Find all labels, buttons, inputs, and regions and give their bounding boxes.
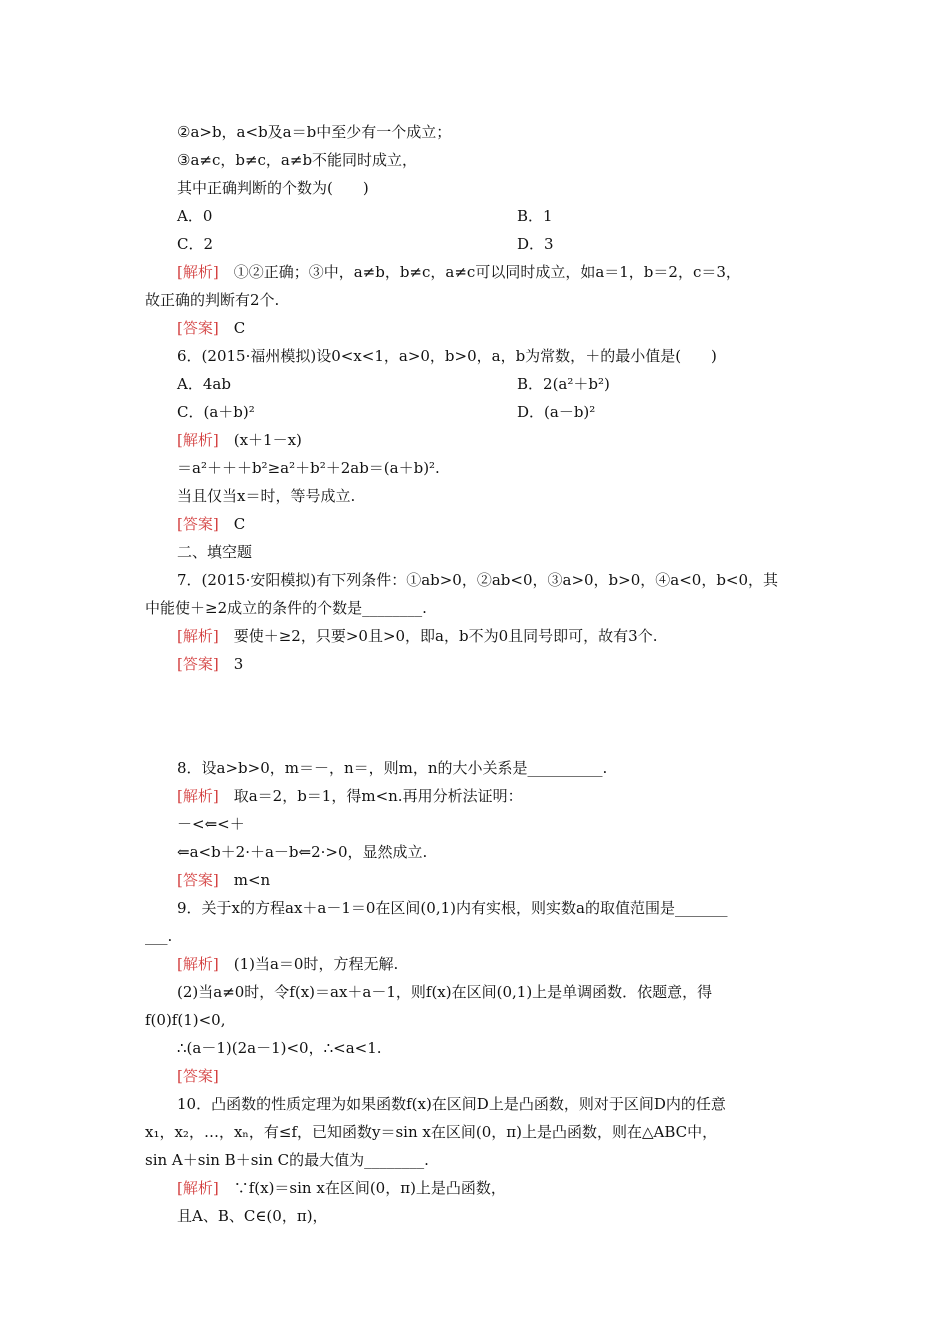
- text-line: [177, 954, 398, 974]
- text-line: [177, 1178, 506, 1198]
- text-line: [177, 486, 355, 506]
- text-line: [177, 346, 717, 366]
- section-tag: [答案]: [177, 319, 219, 337]
- line-text: B．1: [517, 207, 553, 225]
- text-line: [177, 758, 607, 778]
- section-tag: [答案]: [177, 871, 219, 889]
- line-text: ∴(a－1)(2a－1)<0，∴<a<1.: [177, 1039, 382, 1057]
- section-tag: [解析]: [177, 787, 219, 805]
- line-text: (1)当a＝0时，方程无解.: [218, 955, 399, 973]
- line-text: ②a>b，a<b及a＝b中至少有一个成立；: [177, 123, 452, 141]
- text-line: [177, 982, 712, 1002]
- text-line: [177, 898, 727, 918]
- text-line: [177, 402, 255, 422]
- text-line: [177, 514, 245, 534]
- line-text: 中能使＋≥2成立的条件的个数是________.: [145, 599, 427, 617]
- line-text: C．(a＋b)²: [177, 403, 255, 421]
- text-line: [517, 374, 610, 394]
- line-text: －<⇐<＋: [177, 815, 245, 833]
- line-text: C: [218, 319, 246, 337]
- text-line: [177, 458, 440, 478]
- text-line: [177, 234, 213, 254]
- text-line: [177, 150, 417, 170]
- text-line: [145, 1122, 717, 1142]
- text-line: [177, 842, 427, 862]
- text-line: [177, 206, 212, 226]
- line-text: sin A＋sin B＋sin C的最大值为________.: [145, 1151, 429, 1169]
- text-line: [177, 870, 270, 890]
- line-text: (2)当a≠0时，令f(x)＝ax＋a－1，则f(x)在区间(0,1)上是单调函数．依题意，得: [177, 983, 713, 1001]
- line-text: 8．设a>b>0，m＝－，n＝，则m，n的大小关系是__________.: [177, 759, 608, 777]
- text-line: [177, 570, 778, 590]
- text-line: [177, 430, 302, 450]
- line-text: f(0)f(1)<0,: [145, 1011, 226, 1029]
- section-tag: [答案]: [177, 515, 219, 533]
- text-line: [177, 542, 252, 562]
- line-text: 取a＝2，b＝1，得m<n.再用分析法证明：: [218, 787, 523, 805]
- text-line: [177, 1066, 219, 1086]
- line-text: ①②正确；③中，a≠b，b≠c，a≠c可以同时成立，如a＝1，b＝2，c＝3，: [218, 263, 741, 281]
- line-text: A．0: [177, 207, 213, 225]
- text-line: [517, 234, 554, 254]
- line-text: 7．(2015·安阳模拟)有下列条件：①ab>0，②ab<0，③a>0，b>0，④a<0，b<0，其: [177, 571, 779, 589]
- line-text: 要使＋≥2，只要>0且>0，即a，b不为0且同号即可，故有3个.: [218, 627, 658, 645]
- line-text: 其中正确判断的个数为( ): [177, 179, 369, 197]
- line-text: 故正确的判断有2个.: [145, 291, 280, 309]
- line-text: (x＋1－x): [218, 431, 302, 449]
- line-text: 10．凸函数的性质定理为如果函数f(x)在区间D上是凸函数，则对于区间D内的任意: [177, 1095, 726, 1113]
- line-text: m<n: [218, 871, 271, 889]
- line-text: A．4ab: [177, 375, 231, 393]
- text-line: [177, 262, 741, 282]
- text-line: [145, 1150, 429, 1170]
- section-tag: [解析]: [177, 263, 219, 281]
- text-line: [177, 178, 369, 198]
- line-text: ⇐a<b＋2·＋a－b⇐2·>0，显然成立.: [177, 843, 428, 861]
- text-line: [145, 926, 172, 946]
- section-tag: [答案]: [177, 655, 219, 673]
- text-line: [177, 626, 657, 646]
- text-line: [177, 374, 231, 394]
- section-tag: [解析]: [177, 627, 219, 645]
- line-text: 6．(2015·福州模拟)设0<x<1，a>0，b>0，a，b为常数，＋的最小值是( ): [177, 347, 717, 365]
- line-text: D．(a－b)²: [517, 403, 596, 421]
- text-line: [177, 318, 245, 338]
- line-text: B．2(a²＋b²): [517, 375, 610, 393]
- text-line: [145, 598, 427, 618]
- text-line: [177, 654, 243, 674]
- section-tag: [答案]: [177, 1067, 219, 1085]
- text-line: [177, 786, 523, 806]
- text-line: [177, 1206, 328, 1226]
- text-line: [177, 1094, 726, 1114]
- line-text: 3: [218, 655, 244, 673]
- section-tag: [解析]: [177, 431, 219, 449]
- line-text: D．3: [517, 235, 554, 253]
- text-line: [145, 1010, 225, 1030]
- line-text: 且A、B、C∈(0，π)，: [177, 1207, 328, 1225]
- section-tag: [解析]: [177, 1179, 219, 1197]
- text-line: [145, 290, 279, 310]
- line-text: 二、填空题: [177, 543, 253, 561]
- line-text: C: [218, 515, 246, 533]
- line-text: ___.: [145, 927, 173, 945]
- line-text: 当且仅当x＝时，等号成立.: [177, 487, 356, 505]
- text-line: [517, 206, 553, 226]
- text-line: [177, 814, 245, 834]
- line-text: ∵f(x)＝sin x在区间(0，π)上是凸函数，: [218, 1179, 506, 1197]
- line-text: x₁，x₂，…，xₙ，有≤f，已知函数y＝sin x在区间(0，π)上是凸函数，则在△ABC中，: [145, 1123, 718, 1141]
- line-text: C．2: [177, 235, 214, 253]
- section-tag: [解析]: [177, 955, 219, 973]
- line-text: 9．关于x的方程ax＋a－1＝0在区间(0,1)内有实根，则实数a的取值范围是_______: [177, 899, 728, 917]
- text-line: [177, 122, 451, 142]
- text-line: [517, 402, 595, 422]
- text-line: [177, 1038, 382, 1058]
- line-text: ＝a²＋＋＋b²≥a²＋b²＋2ab＝(a＋b)².: [177, 459, 440, 477]
- line-text: ③a≠c，b≠c，a≠b不能同时成立，: [177, 151, 418, 169]
